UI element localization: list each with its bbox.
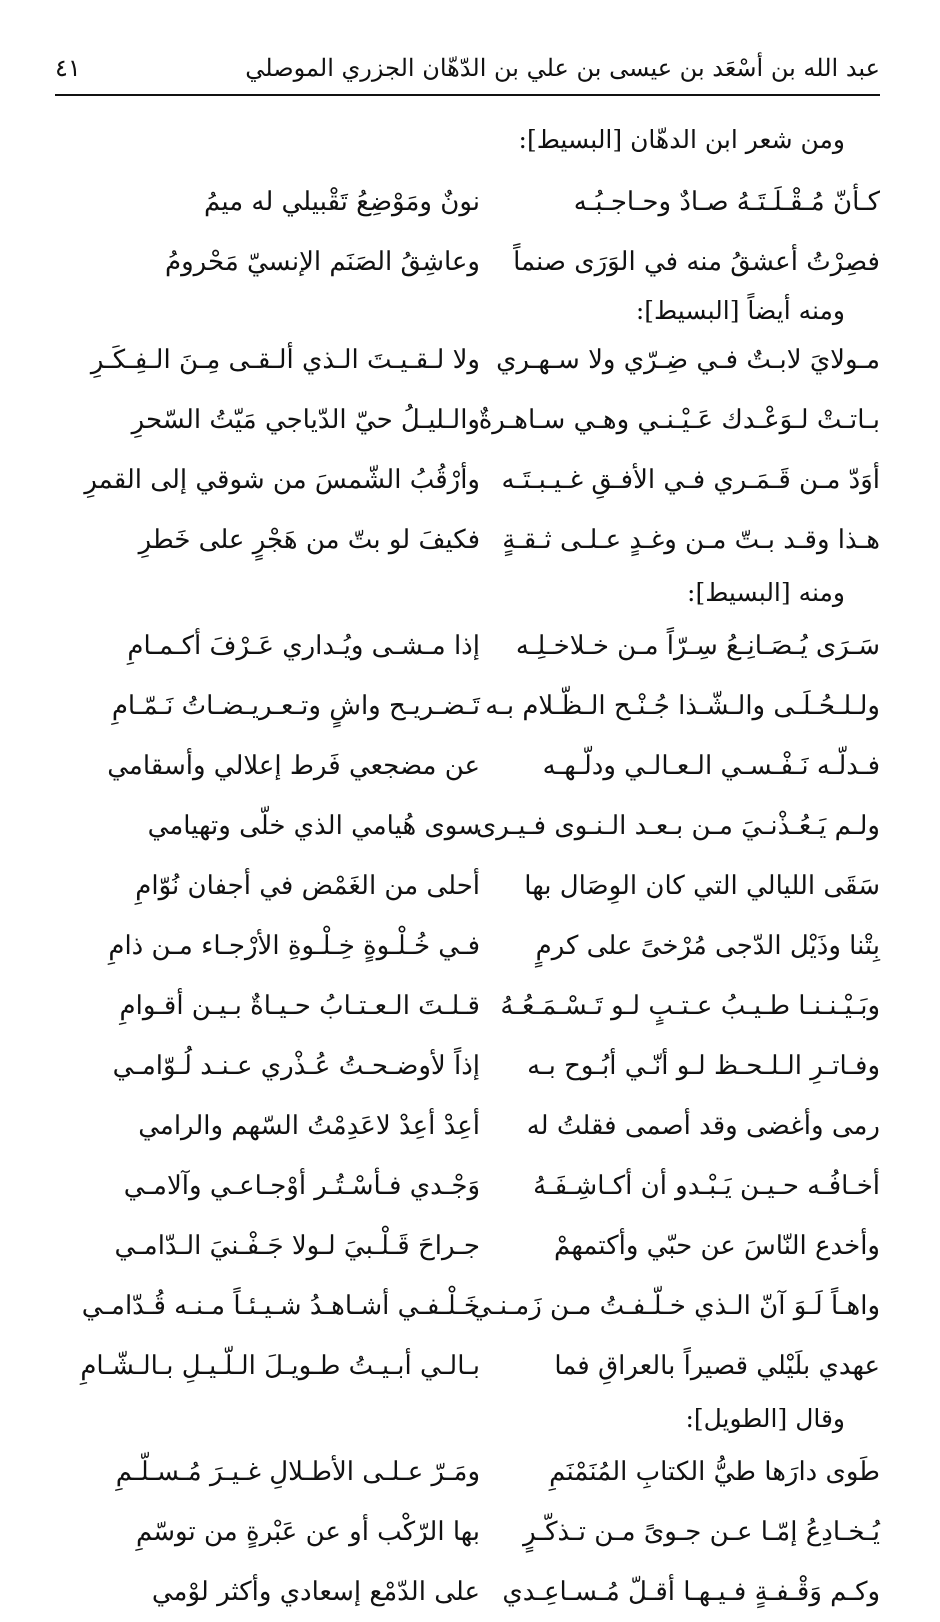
verse-line [60,1502,880,1562]
verse-second-hemistich: وعاشِقُ الصَنَم الإنسيّ مَحْرومُ [165,247,480,277]
verse-first-hemistich: وكـم وَقْـفـةٍ فـيـهـا أقـلّ مُـسـاعِـدي [502,1577,880,1607]
verse-line [60,390,880,450]
poem-body [60,112,880,1622]
verse-line [60,450,880,510]
verse-first-hemistich: كـأنّ مُـقْـلَـتَـهُ صـادٌ وحـاجـبُـه [573,187,880,217]
verse-first-hemistich: أوَدّ مـن قَـمَـري فـي الأفـقِ غـيـبـتَـه [501,465,880,495]
page-header [55,44,880,96]
verse-first-hemistich: ولـم يَـعُـذْنـيَ مـن بـعـد الـنـوى فـيـرى [475,811,880,841]
verse-line [60,616,880,676]
verse-line [60,510,880,570]
verse-second-hemistich: أعِدْ أعِدْ لاعَدِمْتُ السّهم والرامي [138,1111,480,1141]
verse-second-hemistich: وأرْقُبُ الشّمسَ من شوقي إلى القمرِ [84,465,480,495]
verse-line [60,1096,880,1156]
verse-second-hemistich: بها الرّكْب أو عن عَبْرةٍ من توسّمِ [135,1517,480,1547]
verse-line [60,856,880,916]
verse-line [60,1336,880,1396]
verse-line [60,1156,880,1216]
verse-second-hemistich: بـالـي أبـيـتُ طـويـلَ الـلّـيـلِ بـالـشّـامِ [80,1351,480,1381]
verse-line [60,232,880,292]
verse-line [60,1036,880,1096]
verse-line [60,736,880,796]
verse-first-hemistich: وفـاتـرِ الـلـحـظ لـو أنّـي أبُـوح بـه [527,1051,880,1081]
verse-second-hemistich: خَـلْـفـي أشـاهـدُ شـيـئـاً مـنـه قُـدّامـي [81,1291,480,1321]
verse-first-hemistich: طَوى دارَها طيُّ الكتابِ المُنَمْنَمِ [549,1457,880,1487]
verse-first-hemistich: سَـرَى يُـصَـانِـعُ سِـرّاً مـن خـلاخـلِـه [515,631,880,661]
verse-second-hemistich: قـلـتَ الـعـتـابُ حـيـاةٌ بـيـن أقـوامِ [119,991,480,1021]
verse-line [60,676,880,736]
verse-first-hemistich: يُـخـادِعُ إمّـا عـن جـوىً مـن تـذكّـرٍ [523,1517,880,1547]
verse-first-hemistich: عهدي بلَيْلي قصيراً بالعراقِ فما [554,1351,880,1381]
section-intro: ومنه أيضاً [البسيط]: [635,296,845,325]
verse-line [60,172,880,232]
section-intro: ومن شعر ابن الدهّان [البسيط]: [518,125,845,154]
section-intro: ومنه [البسيط]: [687,578,845,607]
verse-first-hemistich: رمى وأغضى وقد أصمى فقلتُ له [526,1111,880,1141]
section-intro: وقال [الطويل]: [685,1404,845,1433]
verse-first-hemistich: مـولايَ لابـتٌ فـي ضِـرّي ولا سـهـري [496,345,880,375]
verse-line [60,330,880,390]
verse-line [60,796,880,856]
verse-line [60,976,880,1036]
verse-first-hemistich: واهـاً لَـوَ آنّ الـذي خـلّـفـتُ مـن زَمـنـي [470,1291,880,1321]
verse-second-hemistich: إذا مـشـى ويُـداري عَـرْفَ أكـمـامِ [127,631,480,661]
running-head: عبد الله بن أسْعَد بن عيسى بن علي بن الدّهّان الجزري الموصلي [245,54,880,82]
verse-second-hemistich: نونٌ ومَوْضِعُ تَقْبيلي له ميمُ [204,187,480,217]
verse-line [60,1562,880,1622]
verse-second-hemistich: سوى هُيامي الذي خلّى وتهيامي [147,811,480,841]
verse-second-hemistich: على الدّمْع إسعادي وأكثر لوْمي [151,1577,480,1607]
verse-line [60,1216,880,1276]
verse-second-hemistich: تَـضـريـح واشٍ وتـعـريـضـاتُ نَـمّـامِ [111,691,480,721]
verse-first-hemistich: بِتْنا وذَيْل الدّجى مُرْخىً على كرمٍ [535,931,880,961]
verse-first-hemistich: وأخدع النّاسَ عن حبّي وأكتمهمْ [554,1231,880,1261]
verse-second-hemistich: إذاً لأوضـحـتُ عُـذْري عـنـد لُـوّامـي [112,1051,480,1081]
verse-second-hemistich: ومَـرّ عـلـى الأطـلالِ غـيـرَ مُـسـلّـمِ [115,1457,480,1487]
verse-second-hemistich: والـليـلُ حيّ الدّياجي مَيّتُ السّحرِ [131,405,480,435]
verse-first-hemistich: وبَـيْـنـنـا طـيـبُ عـتـبٍ لـو تَـسْـمَـعُـهُ [500,991,880,1021]
verse-first-hemistich: سَقَى الليالي التي كان الوِصَال بها [524,871,880,901]
verse-first-hemistich: فـدلّـه نَـفْـسـي الـعـالـي ودلّـهـه [542,751,880,781]
verse-first-hemistich: فصِرْتُ أعشقُ منه في الوَرَى صنماً [513,247,880,277]
verse-line [60,916,880,976]
verse-first-hemistich: بـاتـتْ لـوَعْـدك عَـيْـنـي وهـي سـاهـرةٌ [478,405,880,435]
verse-first-hemistich: ولـلـحُـلَـى والـشّـذا جُـنْـح الـظّـلام بـه [485,691,880,721]
verse-second-hemistich: جـراحَ قَـلْـبيَ لـولا جَـفْـنيَ الـدّامـي [114,1231,480,1261]
verse-line [60,1442,880,1502]
verse-first-hemistich: هـذا وقـد بـتّ مـن وغـدٍ عـلـى ثـقـةٍ [502,525,880,555]
verse-second-hemistich: فـي خُـلْـوةٍ خِـلْـوةِ الأرْجـاء مـن ذامِ [108,931,480,961]
page-number: ٤١ [55,54,81,82]
verse-second-hemistich: أحلى من الغَمْض في أجفان نُوّامِ [135,871,480,901]
verse-second-hemistich: عن مضجعي فَرط إعلالي وأسقامي [107,751,480,781]
verse-second-hemistich: فكيفَ لو بتّ من هَجْرٍ على خَطرِ [138,525,480,555]
verse-second-hemistich: وَجْـدي فـأسْـتُـر أوْجـاعـي وآلامـي [123,1171,480,1201]
verse-line [60,1276,880,1336]
verse-first-hemistich: أخـافُـه حـيـن يَـبْـدو أن أكـاشِـفَـهُ [533,1171,880,1201]
verse-second-hemistich: ولا لـقـيـتَ الـذي ألـقـى مِـنَ الـفِـكَـرِ [90,345,480,375]
